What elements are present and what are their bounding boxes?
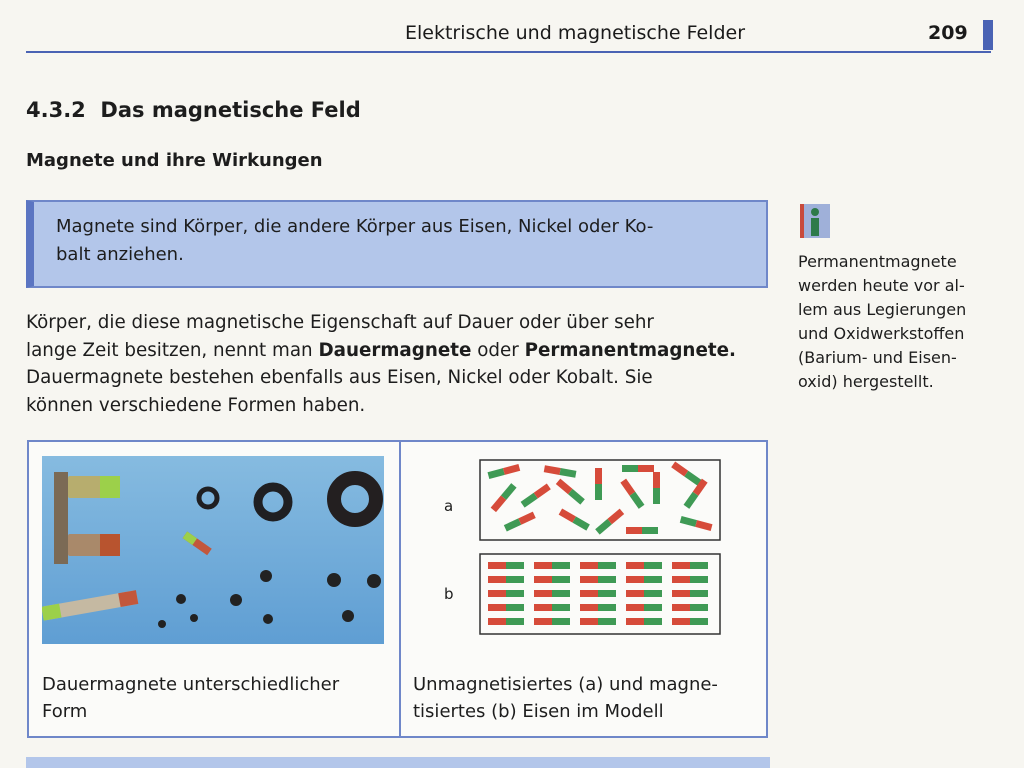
- figure-left-caption: [42, 671, 392, 725]
- domain-red-half: [626, 562, 644, 569]
- definition-line: balt anziehen.: [56, 244, 184, 265]
- domain-green-half: [552, 576, 570, 583]
- domain-red-half: [672, 618, 690, 625]
- body-line: [26, 337, 770, 365]
- domain-red-half: [488, 618, 506, 625]
- domain-red-half: [626, 604, 644, 611]
- aligned-domains: [488, 562, 708, 625]
- domain-green-half: [506, 562, 524, 569]
- domain-green-half: [598, 576, 616, 583]
- definition-box: [26, 200, 768, 288]
- domain-red-half: [488, 562, 506, 569]
- body-text: lange Zeit besitzen, nennt man: [26, 339, 319, 361]
- domain-green-half: [506, 604, 524, 611]
- domain-red-half: [534, 590, 552, 597]
- domain-red-half: [626, 576, 644, 583]
- domain-model: [474, 458, 726, 638]
- body-line: Körper, die diese magnetische Eigenschaft auf Dauer oder über sehr: [26, 312, 654, 333]
- figure-divider: [399, 440, 401, 738]
- body-text: oder: [471, 339, 525, 361]
- domain-red-half: [580, 618, 598, 625]
- domain-green-half: [552, 590, 570, 597]
- page-number: 209: [928, 22, 968, 44]
- domain-green-half: [506, 590, 524, 597]
- domain-green-half: [552, 618, 570, 625]
- body-paragraph: [26, 309, 770, 419]
- next-box-edge: [26, 757, 770, 768]
- domain-green-half: [598, 590, 616, 597]
- term-permanentmagnete: Permanentmagnete.: [524, 339, 736, 361]
- domain-green-half: [644, 604, 662, 611]
- domain-red-half: [488, 576, 506, 583]
- caption-line: Unmagnetisiertes (a) und magne-: [413, 674, 718, 695]
- domain-green-half: [552, 562, 570, 569]
- header-rule: [26, 51, 991, 53]
- domain-green-half: [644, 562, 662, 569]
- domain-green-half: [506, 618, 524, 625]
- sidebar-note: [798, 250, 998, 394]
- label-a: a: [444, 497, 454, 515]
- body-line: können verschiedene Formen haben.: [26, 394, 366, 416]
- domain-green-half: [690, 590, 708, 597]
- body-line: Dauermagnete bestehen ebenfalls aus Eisen, Nickel oder Kobalt. Sie: [26, 367, 653, 388]
- domain-green-half: [552, 604, 570, 611]
- sidebar-line: werden heute vor al-: [798, 276, 965, 295]
- domain-red-half: [580, 562, 598, 569]
- domain-green-half: [598, 618, 616, 625]
- section-number: 4.3.2: [26, 98, 86, 122]
- domain-green-half: [690, 618, 708, 625]
- domain-green-half: [644, 576, 662, 583]
- section-heading: [26, 98, 361, 122]
- domain-red-half: [580, 576, 598, 583]
- domain-red-half: [580, 590, 598, 597]
- domain-red-half: [672, 576, 690, 583]
- domain-red-half: [672, 604, 690, 611]
- domain-red-half: [626, 590, 644, 597]
- caption-line: tisiertes (b) Eisen im Modell: [413, 701, 664, 722]
- domain-red-half: [672, 590, 690, 597]
- sidebar-line: lem aus Legierungen: [798, 300, 967, 319]
- sidebar-line: Permanentmagnete: [798, 252, 957, 271]
- domain-green-half: [598, 604, 616, 611]
- sidebar-line: oxid) hergestellt.: [798, 372, 934, 391]
- domain-green-half: [690, 576, 708, 583]
- section-title: Das magnetische Feld: [100, 98, 361, 122]
- subsection-heading: Magnete und ihre Wirkungen: [26, 150, 323, 171]
- domain-red-half: [534, 618, 552, 625]
- domain-green-half: [644, 590, 662, 597]
- caption-line: Form: [42, 701, 88, 722]
- sidebar-line: und Oxidwerkstoffen: [798, 324, 965, 343]
- header-tab-marker: [983, 20, 993, 50]
- running-header-title: Elektrische und magnetische Felder: [405, 22, 746, 44]
- domain-green-half: [598, 562, 616, 569]
- domain-green-half: [506, 576, 524, 583]
- definition-line: Magnete sind Körper, die andere Körper aus Eisen, Nickel oder Ko-: [56, 216, 654, 237]
- figure-right-caption: [413, 671, 763, 725]
- domain-red-half: [488, 590, 506, 597]
- domain-red-half: [672, 562, 690, 569]
- domain-red-half: [534, 604, 552, 611]
- domain-green-half: [644, 618, 662, 625]
- domain-green-half: [690, 604, 708, 611]
- domain-green-half: [690, 562, 708, 569]
- caption-line: Dauermagnete unterschiedlicher: [42, 674, 340, 695]
- domain-red-half: [626, 618, 644, 625]
- magnets-photo: [42, 456, 384, 644]
- sidebar-line: (Barium- und Eisen-: [798, 348, 957, 367]
- info-icon: [800, 202, 830, 238]
- domain-red-half: [580, 604, 598, 611]
- label-b: b: [444, 585, 454, 603]
- domain-red-half: [534, 562, 552, 569]
- term-dauermagnete: Dauermagnete: [318, 339, 472, 361]
- domain-red-half: [534, 576, 552, 583]
- domain-red-half: [488, 604, 506, 611]
